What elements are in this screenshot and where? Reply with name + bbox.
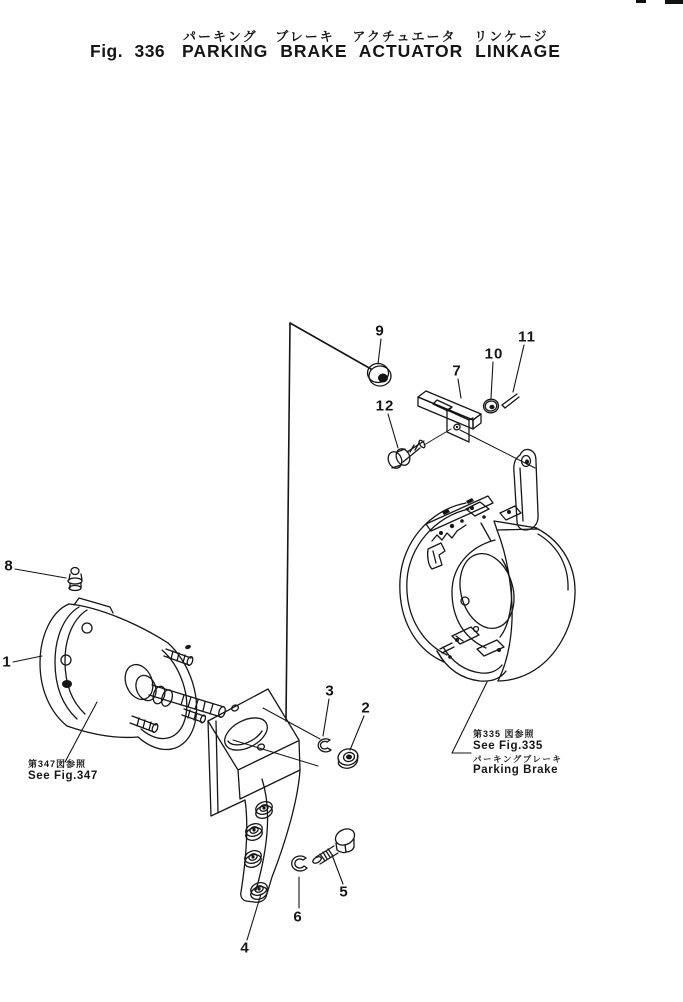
- nut-part-2: [337, 747, 360, 768]
- figure-number: Fig. 336: [90, 41, 166, 61]
- parking-brake-japanese: パーキングブレーキ: [473, 754, 563, 764]
- see-fig-347-japanese: 第347図参照: [28, 759, 87, 769]
- see-fig-335-japanese: 第335 図参照: [473, 729, 535, 739]
- figure-title-english: PARKING BRAKE ACTUATOR LINKAGE: [182, 41, 561, 61]
- callout-1-leader: [13, 656, 42, 662]
- actuator-rod: [286, 323, 371, 721]
- callout-11-leader: [513, 345, 524, 392]
- parking-brake-assembly: [400, 496, 575, 681]
- callout-5: 5: [339, 883, 349, 901]
- reference-leaders: [65, 682, 487, 762]
- callout-4: 4: [240, 939, 250, 957]
- see-fig-335-note: [473, 729, 562, 776]
- callout-12-leader: [388, 414, 398, 448]
- parking-brake-english: Parking Brake: [473, 764, 559, 776]
- callout-8-leader: [15, 569, 66, 578]
- callout-1: 1: [2, 653, 12, 671]
- callout-9-leader: [378, 339, 381, 364]
- callout-2: 2: [361, 699, 371, 717]
- callout-2-leader: [350, 716, 364, 750]
- callout-7: 7: [452, 362, 462, 380]
- callout-5-leader: [332, 855, 343, 884]
- callout-12: 12: [375, 397, 395, 415]
- bolt-part-12: [386, 429, 535, 470]
- callout-8: 8: [4, 557, 14, 575]
- callout-7-leader: [458, 379, 461, 398]
- cotter-pin-part-11: [502, 394, 519, 408]
- callout-3-leader: [323, 699, 329, 736]
- callout-10-leader: [491, 362, 493, 398]
- see-fig-347-note: [28, 759, 98, 782]
- callout-11: 11: [518, 328, 536, 346]
- callout-10: 10: [484, 345, 504, 363]
- clevis-block-part-7: [418, 391, 481, 442]
- figure-title-japanese: パーキング ブレーキ アクチュエータ リンケージ: [183, 29, 549, 44]
- see-fig-335-english: See Fig.335: [473, 740, 543, 752]
- washer-part-9: [368, 364, 392, 387]
- lock-washer-part-6: [292, 856, 307, 871]
- actuator-part-1: [40, 598, 226, 750]
- lock-washer-part-3: [318, 739, 331, 752]
- bolt-part-5: [312, 826, 358, 865]
- washer-part-10: [482, 398, 499, 414]
- callout-6: 6: [293, 908, 303, 926]
- grease-fitting-part-8: [68, 568, 82, 591]
- brake-lever: [514, 449, 538, 530]
- see-fig-347-english: See Fig.347: [28, 770, 98, 782]
- callout-3: 3: [325, 682, 335, 700]
- callout-9: 9: [375, 322, 385, 340]
